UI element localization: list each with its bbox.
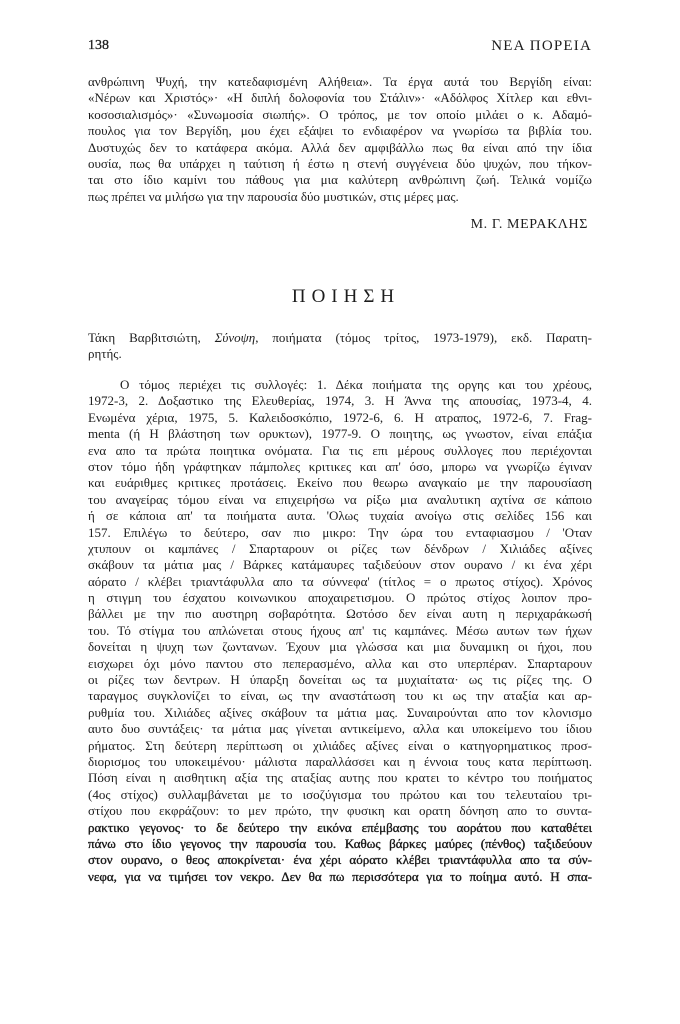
book-reference: [88, 330, 592, 363]
text-line: αόρατο / κλέβει τριαντάφυλλα απο τα σύννεφα' (τίτλος = ο πρωτος στίχος). Χρόνος: [88, 573, 592, 589]
text-line: (4ος στίχος) συλλαμβάνεται με το ισοζύγισμα του πρώτου και του τελευταίου τρι-: [88, 786, 592, 802]
section-title: ΠΟΙΗΣΗ: [291, 286, 401, 307]
text-line: Ενωμένα χέρια, 1975, 5. Καλειδοσκόπιο, 1972-6, 6. Η ατραπος, 1972-6, 7. Frag-: [88, 409, 592, 425]
text-line: ρυθμία του. Χιλιάδες αξίνες σκάβουν τα μάτια μας. Συναιρούνται απο τον κλονισμο: [88, 704, 592, 720]
text-line: στίχου που εκφράζουν: το μεν πρώτο, την φυσικη και ορατη δόνηση απο το συντα-: [88, 803, 592, 819]
text-line: χτυπουν οι καμπάνες / Σπαρταρουν οι ρίζες των δένδρων / Χιλιάδες αξίνες: [88, 540, 592, 556]
text-line: Πόση είναι η αισθητικη αξία της αταξίας αυτης που κρατει το κέντρο του ποιήματος: [88, 770, 592, 786]
text-line: ανθρώπινη Ψυχή, την κατεδαφισμένη Αλήθεια». Τα έργα αυτά του Βεργίδη είναι:: [88, 74, 592, 89]
page-number: 138: [88, 38, 109, 53]
journal-title: ΝΕΑ ΠΟΡΕΙΑ: [491, 38, 592, 54]
book-details: , ποιήματα (τόμος τρίτος, 1973-1979), εκδ. Παρατη-: [255, 330, 592, 345]
book-reference-line: ρητής.: [88, 346, 122, 362]
text-line: σκάβουν τα μάτια μας / Βάρκες κατάμαυρες ταξιδεύουν στον ουρανο / κι ένα χέρι: [88, 557, 592, 573]
book-title: Σύνοψη: [214, 330, 256, 345]
text-line: του. Τό στίγμα του απλώνεται στους ήχους απ' τις καμπάνες. Μέσω αυτων των ήχων: [88, 622, 592, 638]
text-line: πουλος για τον Βεργίδη, μου έχει εξάψει το ενδιαφέρον να γνωρίσω τα βιβλία του.: [88, 123, 592, 139]
text-line: ρακτικο γεγονος· το δε δεύτερο την εικόνα επέμβασης του αοράτου που καταθέτει: [88, 819, 592, 835]
text-line: Δυστυχώς δεν το κατάφερα ακόμα. Αλλά δεν αμφιβάλλω πως θα είναι από την ίδια: [88, 139, 592, 155]
previous-review-text: [88, 74, 592, 205]
text-line: διορισμος του υποκειμένου· μάλιστα παραλλάσσει και η έννοια τους κατα περίπτωση.: [88, 753, 592, 769]
text-line: ρήματος. Στη δεύτερη περίπτωση οι χιλιάδες αξίνες είναι ο κατηγορηματικος προσ-: [88, 737, 592, 753]
text-line: ενα απο τα πρώτα ποιητικα ονόματα. Για τις επι μέρους συλλογες που περιέχονται: [88, 442, 592, 458]
text-line: menta (ή Η βλάστηση των ορυκτων), 1977-9. Ο ποιητης, ως γνωστον, είναι επάξια: [88, 426, 592, 442]
review-signature: Μ. Γ. ΜΕΡΑΚΛΗΣ: [470, 217, 588, 232]
text-line: και ευάριθμες κριτικες προτάσεις. Εκείνο που θεωρω αναγκαίο με την παρουσίαση: [88, 475, 592, 491]
text-line: οι ρίζες των δεντρων. Η ύπαρξη δονείται ως τα μυχιαίτατα· ως τις ρίζες της. Ο: [88, 672, 592, 688]
text-line: 1972-3, 2. Δοξαστικο της Ελευθερίας, 1974, 3. Η Άννα της απουσίας, 1973-4, 4.: [88, 393, 592, 409]
text-line: Ο τόμος περιέχει τις συλλογές: 1. Δέκα ποιήματα της οργης και του χρέους,: [120, 377, 592, 392]
text-line: του αναγείρας τόμου είναι να επιχειρήσω να ρίξω μια αναλυτικη αχτίνα σε κάποιο: [88, 491, 592, 507]
text-line: πάνω στο ίδιο γεγονος την παρουσία του. Καθως βάρκες μαύρες (πένθος) ταξιδεύουν: [88, 835, 592, 851]
text-line: 157. Επιλέγω το δεύτερο, σαν πιο μικρο: Την ώρα του ενταφιασμου / 'Οταν: [88, 524, 592, 540]
text-line: στον ουρανο, ο θεος αποκρίνεται· ένα χέρι αόρατο κλέβει τριαντάφυλλα απο τα σύν-: [88, 852, 592, 868]
text-line: κοσοσιαλισμός»· «Συνωμοσία σιωπής». Ο τρόπος, με τον οποίο μιλάει ο κ. Αδαμό-: [88, 106, 592, 122]
text-line: ταραγμος συγκλονίζει το είναι, ως την αναστάτωση του κι ως την αταξία και αρ-: [88, 688, 592, 704]
text-line: πως πρέπει να μιλήσω για την παρουσία δύο μυστικών, στις μέρες μας.: [88, 188, 459, 204]
text-line: αυτο δυο συντάξεις· τα μάτια μας γίνεται αντικείμενο, αλλα και υποκείμενο του ίδιου: [88, 721, 592, 737]
poetry-review-text: [88, 377, 592, 885]
text-line: νεφα, για να τιμήσει τον νεκρο. Δεν θα πω περισσότερα για το ποίημα αυτό. Η σπα-: [88, 868, 592, 884]
text-line: δονείται η ψυχη των ζωντανων. Έχουν μια γλώσσα και μια δυναμικη οι ήχοι, που: [88, 639, 592, 655]
text-line: ουσία, πως θα υπάρχει η ταύτιση ή έστω η στενή συγγένεια δύο ψυχών, που τήκον-: [88, 155, 592, 171]
book-reference-line: [88, 330, 592, 346]
text-line: βάλλει με την πιο αυστηρη σοβαρότητα. Ωστόσο δεν είναι αυτη η περιχαράκωσή: [88, 606, 592, 622]
text-line: ή σε κάποια απ' τα ποιήματα αυτα. 'Ολως τυχαία ανοίγω στις σελίδες 156 και: [88, 508, 592, 524]
text-line: εισχωρει όχι μόνο παντου στο πεπερασμένο, αλλα και στο υπερπέραν. Σπαρταρουν: [88, 655, 592, 671]
text-line: η στιγμη του έσχατου κοινωνικου αποχαιρετισμου. Ο πρώτος στίχος λοιπον προ-: [88, 590, 592, 606]
text-line: ται στο ίδιο καμίνι του πάθους για μια καλύτερη ανθρώπινη ζωή. Τελικά νομίζω: [88, 172, 592, 188]
text-line: «Νέρων και Χριστός»· «Η διπλή δολοφονία του Στάλιν»· «Αδόλφος Χίτλερ και εθνι-: [88, 90, 592, 106]
book-author: Τάκη Βαρβιτσιώτη,: [88, 330, 201, 345]
text-line: στον τόμο ήδη γράφτηκαν πάμπολες κριτικες και απ' όσο, μπορω να γνωρίζω έγιναν: [88, 458, 592, 474]
